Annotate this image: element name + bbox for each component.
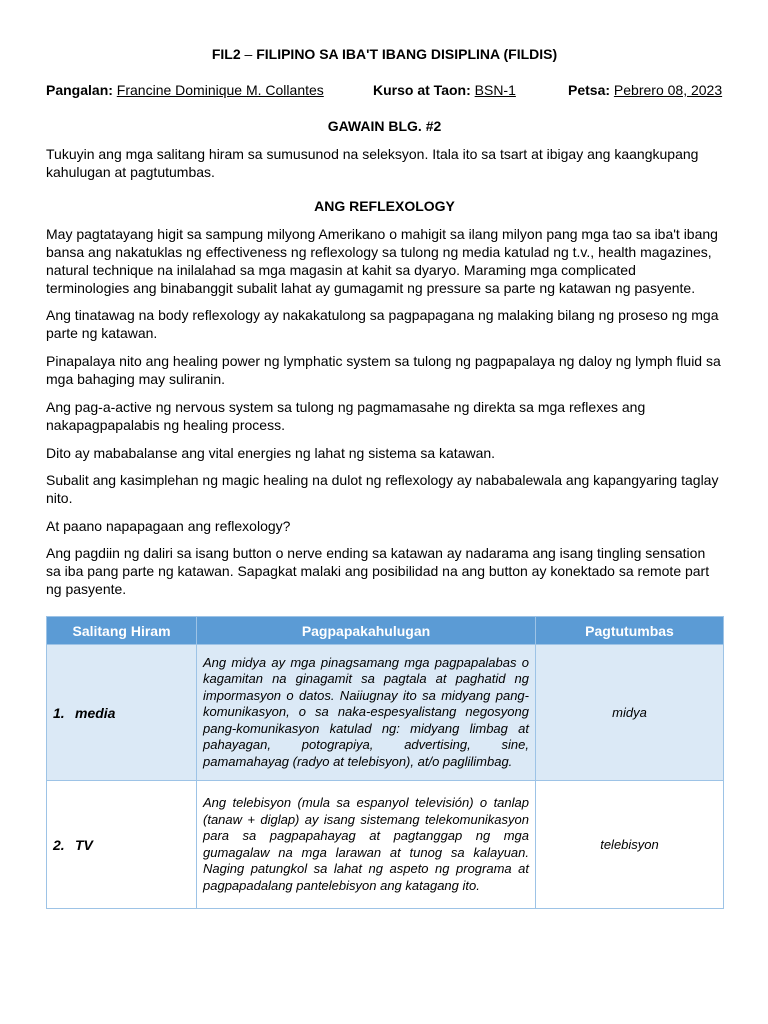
- paragraph-6: Subalit ang kasimplehan ng magic healing na dulot ng reflexology ay nababalewala ang kapangyaring taglay nito.: [46, 472, 719, 506]
- loanword: TV: [75, 836, 93, 853]
- header-loanword: Salitang Hiram: [47, 617, 197, 645]
- name-label: Pangalan:: [46, 82, 113, 98]
- course-year-label: Kurso at Taon:: [373, 82, 471, 98]
- paragraph-1: May pagtatayang higit sa sampung milyong Amerikano o mahigit sa ilang milyon pang mga tao sa iba't ibang bansa ang nakatuklas ng effectiveness ng reflexology sa tulong ng media katulad ng t.v., health magazines, natural technique na inilalahad sa mga magasin at kahit sa dyaryo. Maraming mga complicated terminologies ang binabanggit subalit lahat ay gumagamit ng pressure sa parte ng katawan ng pasyente.: [46, 226, 718, 296]
- table-row: [47, 781, 724, 909]
- paragraph-4: Ang pag-a-active ng nervous system sa tulong ng pagmamasahe ng direkta sa mga reflexes ang nakapagpapalabis ng healing process.: [46, 399, 646, 433]
- paragraph-7: At paano napapagaan ang reflexology?: [46, 518, 291, 534]
- equivalent-cell: midya: [536, 645, 724, 781]
- paragraph-2: Ang tinatawag na body reflexology ay nakakatulong sa pagpapagana ng malaking bilang ng proseso ng mga parte ng katawan.: [46, 307, 719, 341]
- header-equivalent: Pagtutumbas: [536, 617, 724, 645]
- course-year-value: BSN-1: [474, 82, 516, 98]
- date-field: [568, 82, 722, 98]
- row-number: 2.: [53, 836, 65, 853]
- course-name: FILIPINO SA IBA'T IBANG DISIPLINA (FILDIS): [256, 46, 558, 62]
- student-name-field: [46, 82, 324, 98]
- paragraph-3: Pinapalaya nito ang healing power ng lymphatic system sa tulong ng pagpapalaya ng daloy ng lymph fluid sa mga bahaging may suliranin.: [46, 353, 721, 387]
- loanword-cell: [47, 645, 197, 781]
- table-row: [47, 645, 724, 781]
- meaning-cell: Ang midya ay mga pinagsamang mga pagpapalabas o kagamitan na ginagamit sa pagtala at paghatid ng impormasyon o datos. Naiiugnay ito sa midyang pang-komunikasyon, o sa naka-espesyalistang negosyong pang-komunikasyon katulad ng: midyang limbag at pahayagan, potograpiya, advertising, sine, pamamahayag (radyo at telebisyon), at/o paglilimbag.: [197, 645, 536, 781]
- course-title: [46, 46, 723, 62]
- paragraph-5: Dito ay mababalanse ang vital energies ng lahat ng sistema sa katawan.: [46, 445, 496, 461]
- paragraph-8: Ang pagdiin ng daliri sa isang button o nerve ending sa katawan ay nadarama ang isang tingling sensation sa iba pang parte ng katawan. Sapagkat malaki ang posibilidad na ang button ay konektado sa remote part ng pasyente.: [46, 545, 710, 597]
- loanword-cell: [47, 781, 197, 909]
- header-meaning: Pagpapakahulugan: [197, 617, 536, 645]
- loanword: media: [75, 704, 116, 721]
- course-code: FIL2: [211, 46, 241, 62]
- selection-title: ANG REFLEXOLOGY: [314, 198, 455, 214]
- course-dash: –: [244, 46, 253, 62]
- date-value: Pebrero 08, 2023: [613, 82, 723, 98]
- equivalent-cell: telebisyon: [536, 781, 724, 909]
- instructions: Tukuyin ang mga salitang hiram sa sumusunod na seleksyon. Itala ito sa tsart at ibigay ang kaangkupang kahulugan at pagtutumbas.: [46, 146, 699, 180]
- name-value: Francine Dominique M. Collantes: [116, 82, 324, 98]
- loanword-table: [46, 616, 724, 909]
- activity-title: GAWAIN BLG. #2: [327, 118, 442, 134]
- table-header-row: [47, 617, 724, 645]
- date-label: Petsa:: [568, 82, 611, 98]
- row-number: 1.: [53, 704, 65, 721]
- course-year-field: [373, 82, 516, 98]
- meaning-cell: Ang telebisyon (mula sa espanyol televisión) o tanlap (tanaw + diglap) ay isang sistemang telekomunikasyon para sa pagpapahayag at pagtanggap ng mga gumagalaw na mga larawan at tunog sa kalayuan. Naging patungkol sa lahat ng aspeto ng programa at pagpapadalang pantelebisyon ang katagang ito.: [197, 781, 536, 909]
